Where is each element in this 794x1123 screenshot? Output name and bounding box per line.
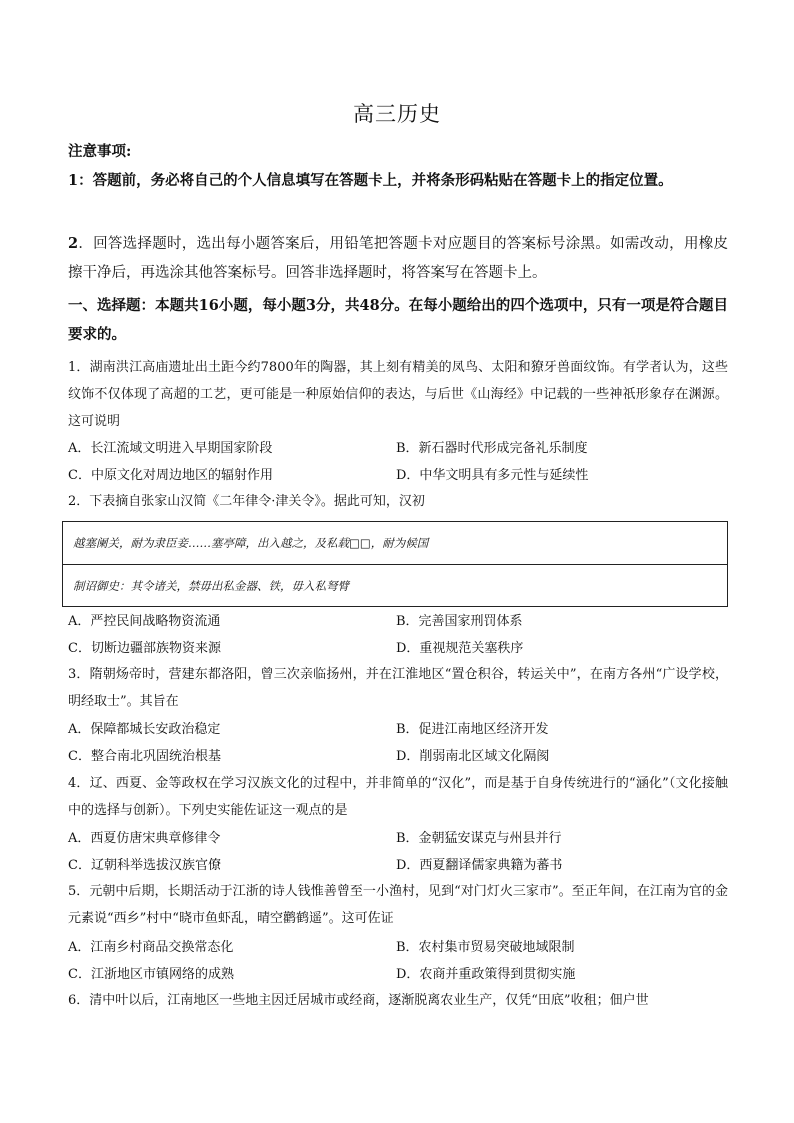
notice-item-1 — [68, 166, 728, 196]
question-5-options-row-2 — [68, 963, 728, 987]
question-1-stem: 1．湖南洪江高庙遗址出土距今约7800年的陶器，其上刻有精美的凤鸟、太阳和獠牙兽面纹饰。有学者认为，这些纹饰不仅体现了高超的工艺，更可能是一种原始信仰的表达，与后世《山海经》中记载的一些神祇形象存在渊源。这可说明 — [68, 360, 728, 429]
question-4-option-d[interactable]: D．西夏翻译儒家典籍为蕃书 — [396, 858, 563, 873]
question-2-table — [62, 521, 728, 607]
question-1-option-b[interactable]: B．新石器时代形成完备礼乐制度 — [396, 441, 588, 456]
question-5-option-c[interactable]: C．江浙地区市镇网络的成熟 — [68, 967, 234, 982]
question-3-options-row-2 — [68, 745, 728, 769]
question-2-options-row-1 — [68, 610, 728, 634]
page-title: 高三历史 — [353, 102, 441, 126]
question-1-option-a[interactable]: A．长江流域文明进入早期国家阶段 — [68, 441, 273, 456]
question-5-options-row-1 — [68, 936, 728, 960]
question-3-options-row-1 — [68, 718, 728, 742]
question-2-table-row-2: 制诏御史：其令诸关，禁毋出私金器、铁，毋入私弩臂 — [73, 579, 349, 593]
question-1-option-c[interactable]: C．中原文化对周边地区的辐射作用 — [68, 468, 273, 483]
question-5-option-b[interactable]: B．农村集市贸易突破地域限制 — [396, 940, 575, 955]
question-1-options-row-2 — [68, 464, 728, 488]
section-1-heading: 一、选择题：本题共16小题，每小题3分，共48分。在每小题给出的四个选项中，只有一项是符合题目要求的。 — [68, 297, 728, 343]
question-2-table-row-1: 越塞阑关，耐为隶臣妾……塞亭障，出入越之，及私载□□，耐为候国 — [63, 522, 727, 565]
question-1-options-row-1 — [68, 437, 728, 461]
question-4-options-row-1 — [68, 827, 728, 851]
question-4-option-c[interactable]: C．辽朝科举选拔汉族官僚 — [68, 858, 221, 873]
question-2-option-c[interactable]: C．切断边疆部族物资来源 — [68, 641, 221, 656]
question-5-option-d[interactable]: D．农商并重政策得到贯彻实施 — [396, 967, 576, 982]
question-4-option-b[interactable]: B．金朝猛安谋克与州县并行 — [396, 831, 562, 846]
question-3-option-c[interactable]: C．整合南北巩固统治根基 — [68, 749, 221, 764]
question-2-option-b[interactable]: B．完善国家刑罚体系 — [396, 614, 523, 629]
question-4-option-a[interactable]: A．西夏仿唐宋典章修律令 — [68, 831, 221, 846]
notice-item-2-text: ．回答选择题时，选出每小题答案后，用铅笔把答题卡对应题目的答案标号涂黑。如需改动，用橡皮擦干净后，再选涂其他答案标号。回答非选择题时，将答案写在答题卡上。 — [68, 236, 728, 281]
notice-item-2-number: 2 — [68, 235, 79, 252]
question-5-stem: 5．元朝中后期，长期活动于江浙的诗人钱惟善曾至一小渔村，见到“对门灯火三家市”。至正年间，在江南为官的金元素说“西乡”村中“晓市鱼虾乱，晴空鹳鹤遥”。这可佐证 — [68, 884, 728, 926]
notice-item-2 — [68, 229, 728, 288]
question-3-stem: 3．隋朝炀帝时，营建东都洛阳，曾三次亲临扬州，并在江淮地区“置仓积谷，转运关中”，在南方各州“广设学校，明经取士”。其旨在 — [68, 667, 728, 709]
question-4-options-row-2 — [68, 854, 728, 878]
question-1-option-d[interactable]: D．中华文明具有多元性与延续性 — [396, 468, 589, 483]
notice-item-1-number: 1 — [68, 172, 79, 189]
question-2-option-d[interactable]: D．重视规范关塞秩序 — [396, 641, 524, 656]
question-2-stem: 2．下表摘自张家山汉简《二年律令·津关令》。据此可知，汉初 — [68, 494, 425, 509]
question-2-option-a[interactable]: A．严控民间战略物资流通 — [68, 614, 221, 629]
notice-heading: 注意事项: — [68, 143, 132, 160]
question-3-option-a[interactable]: A．保障都城长安政治稳定 — [68, 722, 221, 737]
question-3-option-b[interactable]: B．促进江南地区经济开发 — [396, 722, 549, 737]
question-3-option-d[interactable]: D．削弱南北区域文化隔阂 — [396, 749, 550, 764]
question-6-stem: 6．清中叶以后，江南地区一些地主因迁居城市或经商，逐渐脱离农业生产，仅凭“田底”收租；佃户世 — [68, 993, 649, 1008]
question-2-options-row-2 — [68, 637, 728, 661]
notice-item-1-text: ：答题前，务必将自己的个人信息填写在答题卡上，并将条形码粘贴在答题卡上的指定位置。 — [78, 172, 673, 189]
question-5-option-a[interactable]: A．江南乡村商品交换常态化 — [68, 940, 234, 955]
question-4-stem: 4．辽、西夏、金等政权在学习汉族文化的过程中，并非简单的“汉化”，而是基于自身传统进行的“涵化”（文化接触中的选择与创新）。下列史实能佐证这一观点的是 — [68, 776, 728, 818]
